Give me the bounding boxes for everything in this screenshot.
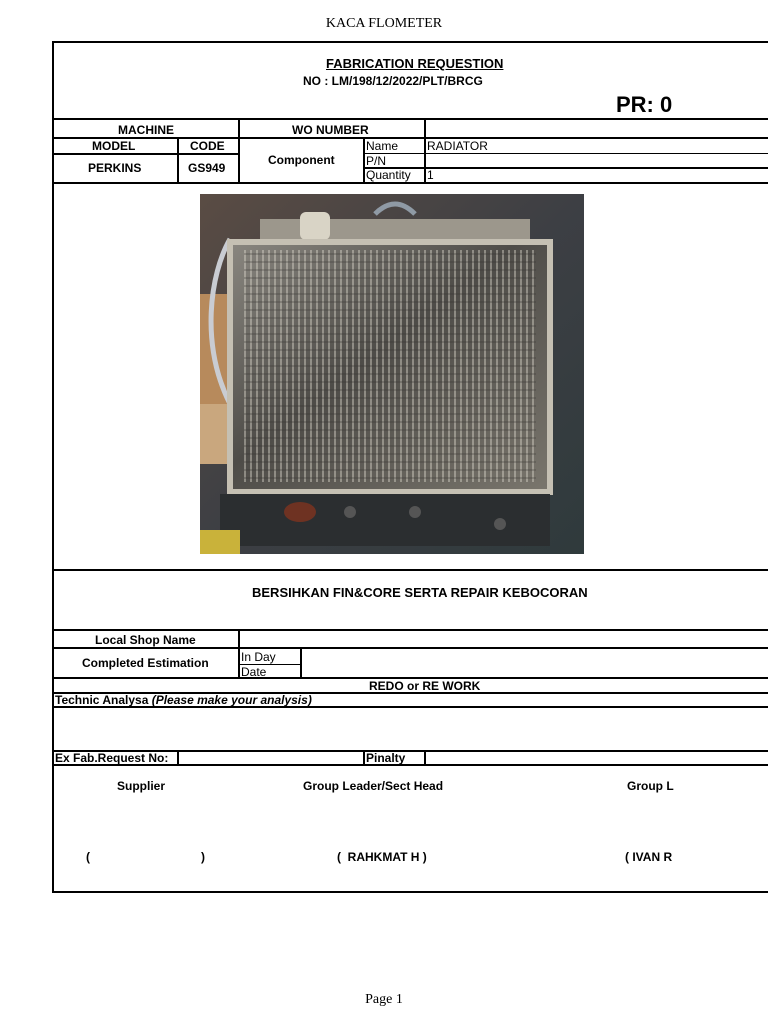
rule <box>363 750 365 765</box>
rule <box>363 137 365 183</box>
rule <box>177 750 179 765</box>
rule <box>52 569 768 571</box>
code-label: CODE <box>190 139 225 153</box>
supplier-label: Supplier <box>117 779 166 793</box>
name-label: Name <box>366 139 399 153</box>
supplier-sign-open: ( <box>86 850 90 864</box>
rule <box>424 137 426 183</box>
exfab-label: Ex Fab.Request No: <box>55 751 169 765</box>
form-title: FABRICATION REQUESTION <box>326 56 504 71</box>
name-value: RADIATOR <box>427 139 488 153</box>
rule <box>52 137 768 139</box>
technic-analysa-label <box>55 693 312 707</box>
page-header: KACA FLOMETER <box>325 16 443 31</box>
rule <box>52 153 240 155</box>
rule <box>177 137 179 183</box>
local-shop-label: Local Shop Name <box>95 633 196 647</box>
instruction-text: BERSIHKAN FIN&CORE SERTA REPAIR KEBOCORAN <box>252 585 588 600</box>
pinalty-label: Pinalty <box>366 751 406 765</box>
rule <box>238 118 240 183</box>
wo-number-label: WO NUMBER <box>292 123 369 137</box>
form-number: NO : LM/198/12/2022/PLT/BRCG <box>303 74 483 88</box>
technic-hint: (Please make your analysis) <box>151 693 312 707</box>
quantity-label: Quantity <box>366 168 411 182</box>
group-leader-label: Group Leader/Sect Head <box>303 779 444 793</box>
rule <box>300 647 302 678</box>
completed-estimation-label: Completed Estimation <box>82 656 209 670</box>
pn-label: P/N <box>366 154 387 168</box>
rule <box>52 118 768 120</box>
component-label: Component <box>268 153 335 167</box>
technic-label: Technic Analysa <box>55 693 149 707</box>
machine-label: MACHINE <box>118 123 174 137</box>
redo-label: REDO or RE WORK <box>369 679 481 693</box>
in-day-label: In Day <box>241 650 276 664</box>
rule <box>52 629 768 631</box>
model-value: PERKINS <box>88 161 142 175</box>
rule <box>238 629 240 678</box>
date-label: Date <box>241 665 267 679</box>
rule <box>424 118 426 138</box>
rule <box>424 750 426 765</box>
group-l-name: ( IVAN R <box>625 850 673 864</box>
code-value: GS949 <box>188 161 226 175</box>
group-leader-name: ( RAHKMAT H ) <box>337 850 427 864</box>
rule <box>52 647 768 649</box>
model-label: MODEL <box>92 139 136 153</box>
rule <box>52 182 768 184</box>
page-footer: Page 1 <box>365 992 403 1007</box>
quantity-value: 1 <box>427 168 434 182</box>
radiator-photo <box>200 194 584 554</box>
pr-number: PR: 0 <box>616 92 673 117</box>
group-l-label: Group L <box>627 779 674 793</box>
supplier-sign-close: ) <box>201 850 205 864</box>
